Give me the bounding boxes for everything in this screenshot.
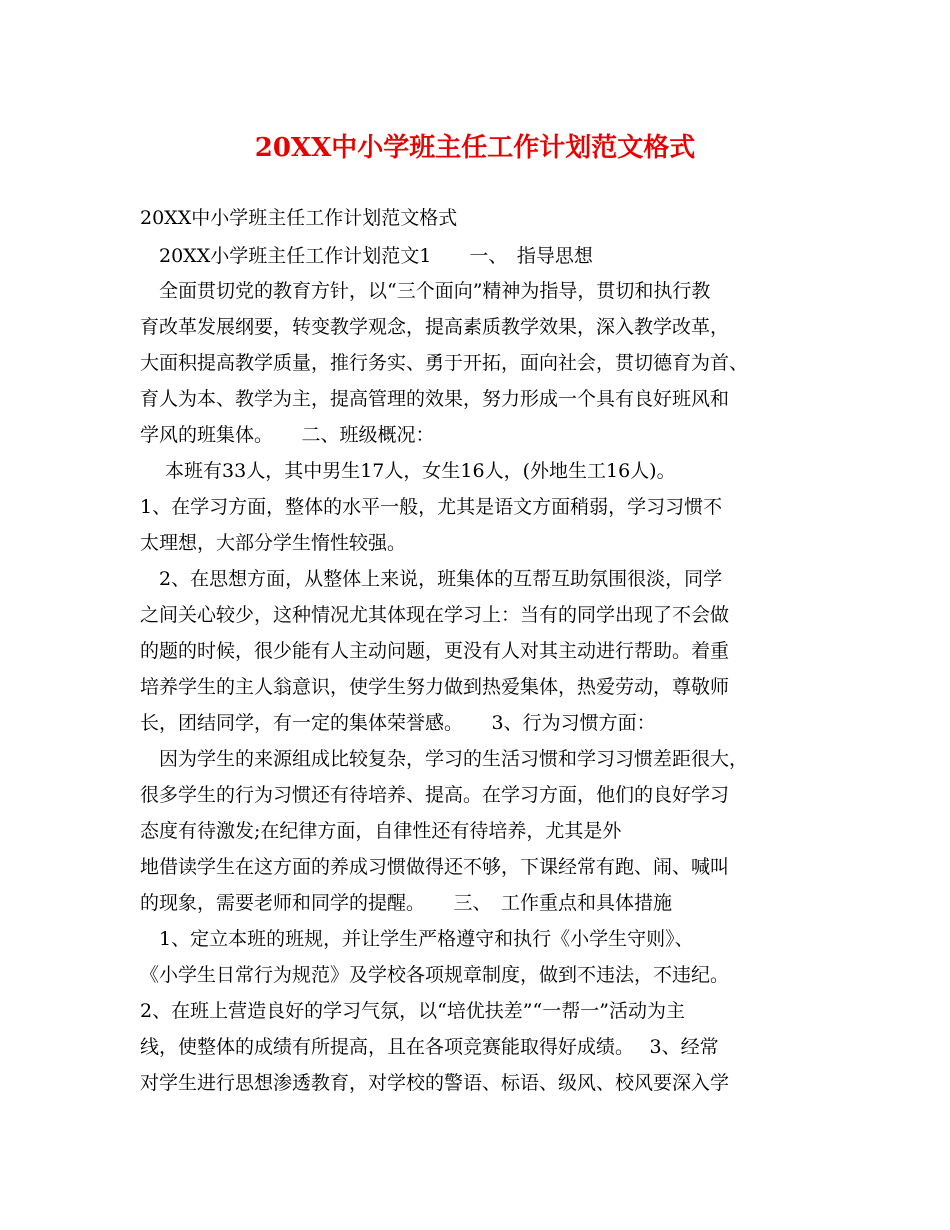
body-line: 2、在思想方面，从整体上来说，班集体的互帮互助氛围很淡，同学 [140,568,723,590]
body-line: 2、在班上营造良好的学习气氛，以“培优扶差”“一帮一”活动为主 [140,1000,685,1022]
body-line: 1、在学习方面，整体的水平一般，尤其是语文方面稍弱，学习习惯不 [140,496,723,518]
body-line: 太理想，大部分学生惰性较强。 [140,532,407,554]
body-line: 地借读学生在这方面的养成习惯做得还不够，下课经常有跑、闹、喊叫 [140,856,730,878]
body-line: 线，使整体的成绩有所提高，且在各项竞赛能取得好成绩。 3、经常 [140,1036,719,1058]
body-line: 之间关心较少，这种情况尤其体现在学习上：当有的同学出现了不会做 [140,604,730,626]
body-line: 长，团结同学，有一定的集体荣誉感。 3、行为习惯方面： [140,712,656,734]
body-line: 对学生进行思想渗透教育，对学校的警语、标语、级风、校风要深入学 [140,1072,730,1094]
body-line: 的现象，需要老师和同学的提醒。 三、 工作重点和具体措施 [140,892,673,914]
body-line: 很多学生的行为习惯还有待培养、提高。在学习方面，他们的良好学习 [140,784,730,806]
body-line: 学风的班集体。 二、班级概况： [140,424,435,446]
body-line: 育人为本、教学为主，提高管理的效果，努力形成一个具有良好班风和 [140,388,730,410]
body-line: 因为学生的来源组成比较复杂，学习的生活习惯和学习习惯差距很大， [140,748,749,770]
body-line: 20XX小学班主任工作计划范文1 一、 指导思想 [140,245,593,267]
body-line: 本班有33人，其中男生17人，女生16人，(外地生工16人)。 [140,460,676,482]
body-line: 《小学生日常行为规范》及学校各项规章制度，做到不违法，不违纪。 [140,964,730,986]
body-line: 育改革发展纲要，转变教学观念，提高素质教学效果，深入教学改革， [140,316,730,338]
body-line: 20XX中小学班主任工作计划范文格式 [140,207,458,229]
body-line: 态度有待激发;在纪律方面，自律性还有待培养，尤其是外 [140,820,622,842]
body-line: 1、定立本班的班规，并让学生严格遵守和执行《小学生守则》、 [140,928,694,950]
body-line: 的题的时候，很少能有人主动问题，更没有人对其主动进行帮助。着重 [140,640,730,662]
document-title: 20XX中小学班主任工作计划范文格式 [254,133,696,163]
body-line: 全面贯切党的教育方针，以“三个面向”精神为指导，贯切和执行教 [140,280,711,302]
body-line: 培养学生的主人翁意识，使学生努力做到热爱集体，热爱劳动，尊敬师 [140,676,730,698]
body-line: 大面积提高教学质量，推行务实、勇于开拓，面向社会，贯切德育为首、 [140,352,749,374]
